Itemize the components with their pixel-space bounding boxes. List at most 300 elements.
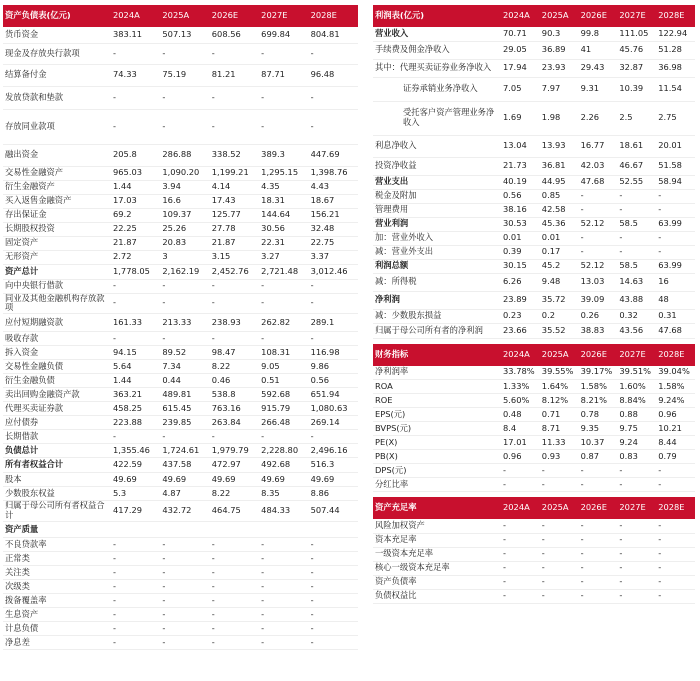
cell-value: - (259, 580, 308, 594)
cell-value: - (656, 245, 695, 259)
table-row (373, 203, 695, 217)
cell-value: 75.19 (160, 64, 209, 86)
table-row (373, 135, 695, 157)
year-header: 2028E (656, 343, 695, 366)
cell-value: 286.88 (160, 144, 209, 166)
cell-value: - (579, 245, 618, 259)
cell-value: 144.64 (259, 208, 308, 222)
cell-value: 422.59 (111, 458, 160, 473)
cell-value: 8.71 (540, 422, 579, 436)
row-label: 所有者权益合计 (3, 458, 111, 473)
balance-sheet-header (3, 5, 358, 27)
cell-value: - (656, 575, 695, 589)
table-row (3, 250, 358, 264)
row-label: 加：营业外收入 (373, 231, 501, 245)
cell-value: 0.46 (210, 374, 259, 388)
cell-value: - (617, 245, 656, 259)
row-label: 减：少数股东损益 (373, 309, 501, 323)
cell-value: 69.2 (111, 208, 160, 222)
cell-value: - (501, 464, 540, 478)
cell-value: - (656, 478, 695, 492)
cell-value: 17.03 (111, 194, 160, 208)
cell-value: - (501, 589, 540, 603)
cell-value: 289.1 (309, 314, 358, 332)
table-row (3, 594, 358, 608)
cell-value: - (579, 547, 618, 561)
table-row (373, 59, 695, 77)
cell-value: - (259, 86, 308, 109)
table-row (373, 245, 695, 259)
table-row (373, 366, 695, 380)
table-row (3, 346, 358, 360)
cell-value: 5.3 (111, 487, 160, 501)
cell-value: 45.2 (540, 259, 579, 273)
row-label: 向中央银行借款 (3, 279, 111, 293)
cell-value: 0.01 (540, 231, 579, 245)
cell-value: 1.58% (656, 380, 695, 394)
cell-value: - (540, 533, 579, 547)
cell-value: - (111, 580, 160, 594)
table-row (3, 374, 358, 388)
row-label: PB(X) (373, 450, 501, 464)
cell-value: - (111, 594, 160, 608)
cell-value: - (309, 86, 358, 109)
cell-value: - (259, 538, 308, 552)
cell-value: - (210, 86, 259, 109)
cell-value: - (259, 552, 308, 566)
cell-value: - (579, 561, 618, 575)
year-header: 2027E (617, 343, 656, 366)
cell-value: 32.87 (617, 59, 656, 77)
table-row (3, 144, 358, 166)
cell-value: 16.6 (160, 194, 209, 208)
cell-value: - (160, 580, 209, 594)
cell-value: - (309, 43, 358, 64)
row-label: 营业利润 (373, 217, 501, 231)
table-row (3, 194, 358, 208)
row-label: 归属于母公司所有者的净利润 (373, 323, 501, 338)
cell-value: 1.64% (540, 380, 579, 394)
cell-value: 9.86 (309, 360, 358, 374)
row-label: 长期股权投资 (3, 222, 111, 236)
cell-value: - (309, 538, 358, 552)
cell-value: - (160, 594, 209, 608)
table-row (3, 430, 358, 444)
table-row (373, 394, 695, 408)
cell-value: 0.39 (501, 245, 540, 259)
cell-value: 3.15 (210, 250, 259, 264)
cell-value: - (210, 594, 259, 608)
cell-value: 1.69 (501, 101, 540, 135)
cell-value: 22.75 (309, 236, 358, 250)
cell-value: 23.66 (501, 323, 540, 338)
row-label: 交易性金融负债 (3, 360, 111, 374)
cell-value: - (259, 566, 308, 580)
row-label: 拨备覆盖率 (3, 594, 111, 608)
cell-value: - (501, 478, 540, 492)
cell-value: 18.67 (309, 194, 358, 208)
cell-value: 8.22 (210, 487, 259, 501)
income-statement-header (373, 5, 695, 27)
cell-value: 0.2 (540, 309, 579, 323)
cell-value: 9.31 (579, 77, 618, 101)
year-header: 2026E (579, 5, 618, 27)
year-header: 2024A (111, 5, 160, 27)
cell-value: - (259, 608, 308, 622)
cell-value: - (309, 109, 358, 144)
cell-value: - (309, 430, 358, 444)
cell-value: - (111, 293, 160, 314)
row-label: 资产负债率 (373, 575, 501, 589)
cell-value: 13.93 (540, 135, 579, 157)
cell-value: 43.88 (617, 291, 656, 309)
table-row (3, 236, 358, 250)
cell-value: 35.52 (540, 323, 579, 338)
cell-value: 7.34 (160, 360, 209, 374)
cell-value: 389.3 (259, 144, 308, 166)
year-header: 2025A (540, 497, 579, 520)
cell-value: 16 (656, 273, 695, 291)
cell-value (309, 522, 358, 538)
cell-value: 36.81 (540, 157, 579, 175)
row-label: 净息差 (3, 636, 111, 650)
cell-value: 39.04% (656, 366, 695, 380)
row-label: 存放同业款项 (3, 109, 111, 144)
cell-value: 592.68 (259, 388, 308, 402)
cell-value: - (656, 547, 695, 561)
table-row (373, 519, 695, 533)
cell-value: 33.78% (501, 366, 540, 380)
cell-value: 13.04 (501, 135, 540, 157)
row-label: 关注类 (3, 566, 111, 580)
year-header: 2028E (656, 497, 695, 520)
row-label: 投资净收益 (373, 157, 501, 175)
cell-value: 0.96 (501, 450, 540, 464)
year-header: 2024A (501, 343, 540, 366)
cell-value: 238.93 (210, 314, 259, 332)
cell-value (111, 522, 160, 538)
cell-value: 96.48 (309, 64, 358, 86)
cell-value: 464.75 (210, 501, 259, 522)
cell-value: - (540, 547, 579, 561)
row-label: 计息负债 (3, 622, 111, 636)
cell-value: 538.8 (210, 388, 259, 402)
cell-value: 4.87 (160, 487, 209, 501)
cell-value: 1,979.79 (210, 444, 259, 458)
cell-value: 9.35 (579, 422, 618, 436)
cell-value: 20.01 (656, 135, 695, 157)
cell-value: - (111, 538, 160, 552)
table-row (373, 217, 695, 231)
cell-value: 70.71 (501, 27, 540, 41)
cell-value: 8.86 (309, 487, 358, 501)
cell-value: - (111, 608, 160, 622)
table-row (373, 231, 695, 245)
cell-value: 0.93 (540, 450, 579, 464)
cell-value: 74.33 (111, 64, 160, 86)
cell-value: 98.47 (210, 346, 259, 360)
cell-value: - (617, 547, 656, 561)
cell-value: 0.31 (656, 309, 695, 323)
year-header: 2027E (259, 5, 308, 27)
row-label: ROE (373, 394, 501, 408)
year-header: 2028E (656, 5, 695, 27)
cell-value: 45.36 (540, 217, 579, 231)
cell-value: 2,162.19 (160, 264, 209, 279)
cell-value: 125.77 (210, 208, 259, 222)
table-row (373, 408, 695, 422)
cell-value: 32.48 (309, 222, 358, 236)
cell-value: - (617, 464, 656, 478)
cell-value: - (210, 608, 259, 622)
table-row (3, 501, 358, 522)
row-label: 负债总计 (3, 444, 111, 458)
cell-value: 17.01 (501, 436, 540, 450)
cell-value: 363.21 (111, 388, 160, 402)
cell-value: 0.51 (259, 374, 308, 388)
row-label: 吸收存款 (3, 332, 111, 346)
cell-value: 608.56 (210, 27, 259, 43)
row-label: 归属于母公司所有者权益合计 (3, 501, 111, 522)
cell-value: - (111, 43, 160, 64)
cell-value: 21.73 (501, 157, 540, 175)
cell-value: 49.69 (160, 473, 209, 487)
cell-value: 14.63 (617, 273, 656, 291)
cell-value: - (210, 430, 259, 444)
cell-value: 338.52 (210, 144, 259, 166)
cell-value: - (259, 594, 308, 608)
cell-value: 42.58 (540, 203, 579, 217)
row-label: 现金及存放央行款项 (3, 43, 111, 64)
table-row (373, 464, 695, 478)
cell-value: - (309, 622, 358, 636)
cell-value: - (656, 561, 695, 575)
cell-value: 52.12 (579, 217, 618, 231)
table-row (3, 332, 358, 346)
cell-value: 472.97 (210, 458, 259, 473)
row-label: BVPS(元) (373, 422, 501, 436)
cell-value: 763.16 (210, 402, 259, 416)
table-row (3, 636, 358, 650)
section-title: 财务指标 (373, 343, 501, 366)
table-row (3, 487, 358, 501)
cell-value: - (259, 332, 308, 346)
cell-value (160, 522, 209, 538)
cell-value: 3.94 (160, 180, 209, 194)
cell-value: 516.3 (309, 458, 358, 473)
cell-value: 965.03 (111, 166, 160, 180)
cell-value: - (160, 430, 209, 444)
cell-value: 0.85 (540, 189, 579, 203)
cell-value: - (617, 533, 656, 547)
row-label: EPS(元) (373, 408, 501, 422)
year-header: 2024A (501, 5, 540, 27)
table-row (373, 380, 695, 394)
year-header: 2025A (540, 343, 579, 366)
cell-value: 42.03 (579, 157, 618, 175)
year-header: 2025A (540, 5, 579, 27)
cell-value: 651.94 (309, 388, 358, 402)
cell-value: 6.26 (501, 273, 540, 291)
table-row (3, 264, 358, 279)
table-row (3, 402, 358, 416)
table-row (3, 416, 358, 430)
cell-value: 51.58 (656, 157, 695, 175)
cell-value: - (617, 561, 656, 575)
cell-value: 9.24 (617, 436, 656, 450)
cell-value: 3 (160, 250, 209, 264)
cell-value: 10.37 (579, 436, 618, 450)
table-row (3, 522, 358, 538)
cell-value: - (579, 464, 618, 478)
cell-value: - (501, 533, 540, 547)
financial-metrics-header (373, 343, 695, 366)
row-label: 风险加权资产 (373, 519, 501, 533)
cell-value: 89.52 (160, 346, 209, 360)
table-row (373, 547, 695, 561)
row-label: 资产质量 (3, 522, 111, 538)
cell-value: 46.67 (617, 157, 656, 175)
cell-value: 23.93 (540, 59, 579, 77)
table-row (373, 533, 695, 547)
cell-value: 22.31 (259, 236, 308, 250)
cell-value: - (111, 430, 160, 444)
table-row (3, 622, 358, 636)
cell-value: 25.26 (160, 222, 209, 236)
cell-value: - (656, 189, 695, 203)
cell-value: - (540, 519, 579, 533)
row-label: 衍生金融负债 (3, 374, 111, 388)
year-header: 2027E (617, 497, 656, 520)
cell-value: - (210, 109, 259, 144)
cell-value: 0.01 (501, 231, 540, 245)
table-row (373, 309, 695, 323)
cell-value: - (579, 203, 618, 217)
row-label: 净利润率 (373, 366, 501, 380)
cell-value: - (501, 547, 540, 561)
cell-value: 51.28 (656, 41, 695, 59)
income-and-metrics-table (373, 5, 695, 604)
cell-value: 10.39 (617, 77, 656, 101)
table-row (373, 101, 695, 135)
row-label: 存出保证金 (3, 208, 111, 222)
table-row (373, 175, 695, 189)
row-label: ROA (373, 380, 501, 394)
row-label: 融出资金 (3, 144, 111, 166)
cell-value: 36.98 (656, 59, 695, 77)
cell-value: - (259, 622, 308, 636)
cell-value: - (160, 43, 209, 64)
cell-value: 223.88 (111, 416, 160, 430)
table-row (373, 77, 695, 101)
cell-value: - (656, 203, 695, 217)
cell-value: 437.58 (160, 458, 209, 473)
cell-value: 507.44 (309, 501, 358, 522)
cell-value: 13.03 (579, 273, 618, 291)
cell-value: 39.51% (617, 366, 656, 380)
row-label: 其中：代理买卖证券业务净收入 (373, 59, 501, 77)
table-row (3, 180, 358, 194)
table-row (3, 360, 358, 374)
cell-value: - (540, 575, 579, 589)
cell-value: 43.56 (617, 323, 656, 338)
table-row (3, 208, 358, 222)
cell-value: 21.87 (111, 236, 160, 250)
row-label: 净利润 (373, 291, 501, 309)
table-row (3, 314, 358, 332)
row-label: 固定资产 (3, 236, 111, 250)
year-header: 2026E (579, 343, 618, 366)
table-row (3, 166, 358, 180)
cell-value: 4.43 (309, 180, 358, 194)
cell-value: - (111, 86, 160, 109)
cell-value: 18.61 (617, 135, 656, 157)
row-label: 无形资产 (3, 250, 111, 264)
cell-value: - (160, 538, 209, 552)
cell-value: - (579, 589, 618, 603)
cell-value: 7.05 (501, 77, 540, 101)
row-label: 管理费用 (373, 203, 501, 217)
table-row (373, 41, 695, 59)
cell-value: 49.69 (210, 473, 259, 487)
row-label: 股本 (3, 473, 111, 487)
table-row (3, 86, 358, 109)
cell-value: 804.81 (309, 27, 358, 43)
cell-value: 3.37 (309, 250, 358, 264)
year-header: 2026E (210, 5, 259, 27)
cell-value: 0.83 (617, 450, 656, 464)
row-label: 分红比率 (373, 478, 501, 492)
section-title: 利润表(亿元) (373, 5, 501, 27)
cell-value: - (210, 580, 259, 594)
cell-value: 699.84 (259, 27, 308, 43)
cell-value: 9.05 (259, 360, 308, 374)
cell-value: 49.69 (111, 473, 160, 487)
cell-value: 1,355.46 (111, 444, 160, 458)
cell-value: 4.14 (210, 180, 259, 194)
cell-value: 492.68 (259, 458, 308, 473)
cell-value: 383.11 (111, 27, 160, 43)
cell-value: 1,090.20 (160, 166, 209, 180)
cell-value: - (309, 279, 358, 293)
cell-value: - (160, 636, 209, 650)
cell-value: 0.48 (501, 408, 540, 422)
cell-value: - (210, 552, 259, 566)
capital-adequacy-header (373, 497, 695, 520)
cell-value: - (617, 189, 656, 203)
cell-value: 3,012.46 (309, 264, 358, 279)
cell-value: 111.05 (617, 27, 656, 41)
cell-value: 266.48 (259, 416, 308, 430)
cell-value: 1.44 (111, 374, 160, 388)
cell-value: - (210, 636, 259, 650)
table-row (373, 436, 695, 450)
cell-value: 30.15 (501, 259, 540, 273)
cell-value: 0.78 (579, 408, 618, 422)
cell-value: 2,496.16 (309, 444, 358, 458)
table-row (373, 291, 695, 309)
cell-value: - (501, 561, 540, 575)
cell-value: 41 (579, 41, 618, 59)
table-row (373, 422, 695, 436)
cell-value: 2.75 (656, 101, 695, 135)
cell-value: 18.31 (259, 194, 308, 208)
row-label: 应付短期融资款 (3, 314, 111, 332)
cell-value: 81.21 (210, 64, 259, 86)
cell-value: - (309, 580, 358, 594)
cell-value: - (617, 519, 656, 533)
cell-value: 29.43 (579, 59, 618, 77)
